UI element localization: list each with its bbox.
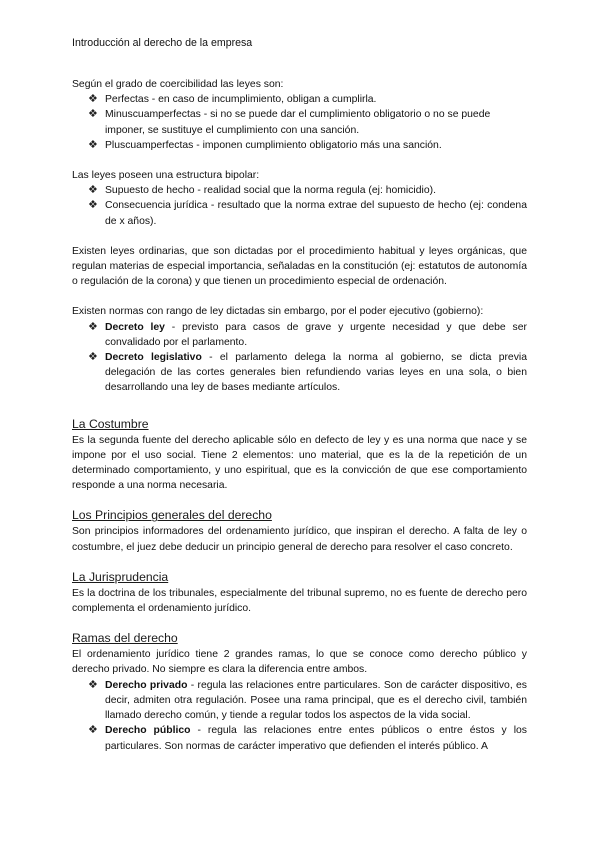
- section-paragraph: Es la doctrina de los tribunales, especialmente del tribunal supremo, no es fuente de derecho pero complementa el ordenamiento jurídico.: [72, 587, 527, 615]
- bullet-icon: ❖: [88, 320, 98, 333]
- term-label: Derecho público: [105, 725, 191, 737]
- leyes-ordinarias-section: [72, 244, 527, 290]
- principios-section: [72, 507, 527, 554]
- term-label: Decreto legislativo: [105, 352, 202, 364]
- list-item-text: Perfectas - en caso de incumplimiento, obligan a cumplirla.: [105, 94, 377, 106]
- list-item-text: Minuscuamperfectas - si no se puede dar el cumplimiento obligatorio o no se puede imponer, se sustituye el cumplimiento con una sanción.: [105, 109, 491, 136]
- section-paragraph: Son principios informadores del ordenamiento jurídico, que inspiran el derecho. A falta de ley o costumbre, el juez debe deducir un principio general de derecho para resolver el caso concreto.: [72, 526, 527, 553]
- list-item: [88, 107, 527, 137]
- list-item-text: Pluscuamperfectas - imponen cumplimiento obligatorio más una sanción.: [105, 139, 442, 151]
- list-item-text: - regula las relaciones entre particulares. Son de carácter dispositivo, es decir, admiten otra regulación. Posee una rama principal, que es el derecho civil, también llamado derecho común, y tiende a regular todos los aspectos de la vida social.: [105, 679, 527, 722]
- bullet-icon: ❖: [88, 199, 98, 212]
- list-item: [88, 723, 527, 753]
- list-item: [88, 320, 527, 350]
- estructura-intro: Las leyes poseen una estructura bipolar:: [72, 170, 260, 182]
- list-item-text: - regula las relaciones entre entes públicos o entre éstos y los particulares. Son normas de carácter imperativo que defienden el interés público. A: [105, 725, 527, 752]
- section-heading: Los Principios generales del derecho: [72, 508, 272, 523]
- costumbre-section: [72, 416, 527, 494]
- section-paragraph: El ordenamiento jurídico tiene 2 grandes ramas, lo que se conoce como derecho público y derecho privado. No siempre es clara la diferencia entre ambos.: [72, 649, 527, 676]
- list-item-text: - previsto para casos de grave y urgente necesidad y que debe ser convalidado por el parlamento.: [105, 321, 527, 348]
- list-item-text: Consecuencia jurídica - resultado que la norma extrae del supuesto de hecho (ej: condena de x años).: [105, 200, 527, 227]
- list-item: [88, 183, 527, 198]
- estructura-section: [72, 168, 527, 229]
- bullet-icon: ❖: [88, 138, 98, 151]
- rango-ley-list: [72, 320, 527, 396]
- ramas-section: [72, 630, 527, 753]
- list-item: [88, 198, 527, 228]
- bullet-icon: ❖: [88, 184, 98, 197]
- document-title: Introducción al derecho de la empresa: [72, 37, 253, 49]
- section-heading: Ramas del derecho: [72, 631, 178, 646]
- jurisprudencia-section: [72, 569, 527, 616]
- coercibilidad-intro: Según el grado de coercibilidad las leyes son:: [72, 79, 284, 90]
- bullet-icon: ❖: [88, 724, 98, 737]
- bullet-icon: ❖: [88, 93, 98, 106]
- document-page: [72, 37, 527, 768]
- term-label: Decreto ley: [105, 321, 165, 333]
- bullet-icon: ❖: [88, 351, 98, 364]
- list-item: [88, 678, 527, 724]
- bullet-icon: ❖: [88, 678, 98, 691]
- section-heading: La Jurisprudencia: [72, 569, 169, 584]
- list-item: [88, 92, 527, 107]
- list-item-text: - el parlamento delega la norma al gobierno, se dicta previa delegación de las cortes generales bien refundiendo varias leyes en una sola, o bien desarrollando una ley de bases mediante artículos.: [105, 352, 527, 394]
- term-label: Derecho privado: [105, 679, 188, 691]
- leyes-ordinarias-paragraph: Existen leyes ordinarias, que son dictadas por el procedimiento habitual y leyes orgánicas, que regulan materias de especial importancia, señaladas en la constitución (ej: estatutos de autonomía o regulación de la corona) y que tienen un procedimiento especial de ordenación.: [72, 245, 527, 288]
- list-item: [88, 138, 527, 153]
- bullet-icon: ❖: [88, 108, 98, 121]
- coercibilidad-section: [72, 77, 527, 153]
- rango-ley-intro: Existen normas con rango de ley dictadas sin embargo, por el poder ejecutivo (gobierno):: [72, 306, 484, 318]
- estructura-list: [72, 183, 527, 229]
- coercibilidad-list: [72, 92, 527, 153]
- list-item: [88, 350, 527, 396]
- list-item-text: Supuesto de hecho - realidad social que la norma regula (ej: homicidio).: [105, 185, 436, 197]
- section-heading: La Costumbre: [72, 416, 149, 431]
- rango-ley-section: [72, 304, 527, 395]
- section-paragraph: Es la segunda fuente del derecho aplicable sólo en defecto de ley y es una norma que nace y se impone por el uso social. Tiene 2 elementos: uno material, que es la de la repetición de un determinado comportamiento, y uno espiritual, que es la convicción de que ese comportamiento responde a una norma necesaria.: [72, 434, 527, 492]
- ramas-list: [72, 678, 527, 754]
